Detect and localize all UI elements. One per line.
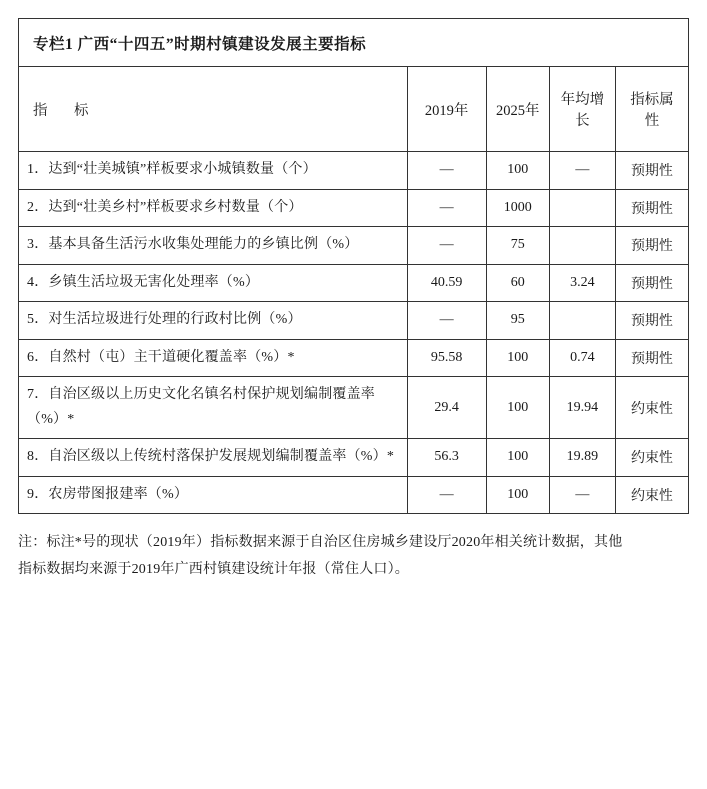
cell-growth xyxy=(549,227,615,265)
table-row xyxy=(19,339,689,377)
cell-growth: 3.24 xyxy=(549,264,615,302)
cell-index: 8．自治区级以上传统村落保护发展规划编制覆盖率（%）* xyxy=(19,439,408,477)
cell-growth: 0.74 xyxy=(549,339,615,377)
cell-attribute: 约束性 xyxy=(615,439,688,477)
cell-2019: 56.3 xyxy=(407,439,486,477)
cell-growth: — xyxy=(549,476,615,514)
column-header-2019: 2019年 xyxy=(407,67,486,152)
cell-index: 9．农房带图报建率（%） xyxy=(19,476,408,514)
table-row xyxy=(19,152,689,190)
cell-attribute: 预期性 xyxy=(615,264,688,302)
cell-index: 7．自治区级以上历史文化名镇名村保护规划编制覆盖率（%）* xyxy=(19,377,408,439)
cell-2019: — xyxy=(407,476,486,514)
cell-2025: 100 xyxy=(486,377,549,439)
cell-attribute: 约束性 xyxy=(615,377,688,439)
cell-2025: 100 xyxy=(486,476,549,514)
cell-index: 2．达到“壮美乡村”样板要求乡村数量（个） xyxy=(19,189,408,227)
cell-2019: 40.59 xyxy=(407,264,486,302)
cell-index: 6．自然村（屯）主干道硬化覆盖率（%）* xyxy=(19,339,408,377)
table-header xyxy=(19,67,689,152)
cell-2025: 100 xyxy=(486,152,549,190)
cell-attribute: 预期性 xyxy=(615,302,688,340)
document-page xyxy=(0,18,707,789)
cell-attribute: 预期性 xyxy=(615,339,688,377)
cell-index: 4．乡镇生活垃圾无害化处理率（%） xyxy=(19,264,408,302)
cell-growth: 19.89 xyxy=(549,439,615,477)
cell-2025: 1000 xyxy=(486,189,549,227)
cell-2025: 75 xyxy=(486,227,549,265)
cell-2025: 95 xyxy=(486,302,549,340)
cell-index: 3．基本具备生活污水收集处理能力的乡镇比例（%） xyxy=(19,227,408,265)
table-row xyxy=(19,476,689,514)
cell-2019: — xyxy=(407,152,486,190)
cell-attribute: 约束性 xyxy=(615,476,688,514)
table-body xyxy=(19,152,689,514)
cell-attribute: 预期性 xyxy=(615,189,688,227)
cell-2025: 60 xyxy=(486,264,549,302)
cell-index: 1．达到“壮美城镇”样板要求小城镇数量（个） xyxy=(19,152,408,190)
column-header-2025: 2025年 xyxy=(486,67,549,152)
table-title-bar xyxy=(18,18,689,66)
cell-index: 5．对生活垃圾进行处理的行政村比例（%） xyxy=(19,302,408,340)
cell-2019: — xyxy=(407,227,486,265)
table-row xyxy=(19,377,689,439)
cell-growth: 19.94 xyxy=(549,377,615,439)
footnote-line-2: 指标数据均来源于2019年广西村镇建设统计年报（常住人口）。 xyxy=(18,561,409,577)
table-row xyxy=(19,227,689,265)
footnote-line-1: 注：标注*号的现状（2019年）指标数据来源于自治区住房城乡建设厅2020年相关统计数据，其他 xyxy=(18,535,623,550)
cell-2025: 100 xyxy=(486,339,549,377)
cell-2019: 95.58 xyxy=(407,339,486,377)
cell-attribute: 预期性 xyxy=(615,227,688,265)
column-header-index: 指 标 xyxy=(19,67,408,152)
cell-2025: 100 xyxy=(486,439,549,477)
cell-2019: — xyxy=(407,302,486,340)
cell-growth xyxy=(549,302,615,340)
table-footnote xyxy=(18,530,689,583)
cell-growth: — xyxy=(549,152,615,190)
table-row xyxy=(19,264,689,302)
cell-attribute: 预期性 xyxy=(615,152,688,190)
table-header-row xyxy=(19,67,689,152)
cell-2019: 29.4 xyxy=(407,377,486,439)
cell-growth xyxy=(549,189,615,227)
table-row xyxy=(19,189,689,227)
table-row xyxy=(19,439,689,477)
cell-2019: — xyxy=(407,189,486,227)
table-row xyxy=(19,302,689,340)
indicators-table xyxy=(18,66,689,514)
column-header-growth: 年均增长 xyxy=(549,67,615,152)
column-header-attribute: 指标属性 xyxy=(615,67,688,152)
page-title: 专栏1 广西“十四五”时期村镇建设发展主要指标 xyxy=(33,35,367,53)
